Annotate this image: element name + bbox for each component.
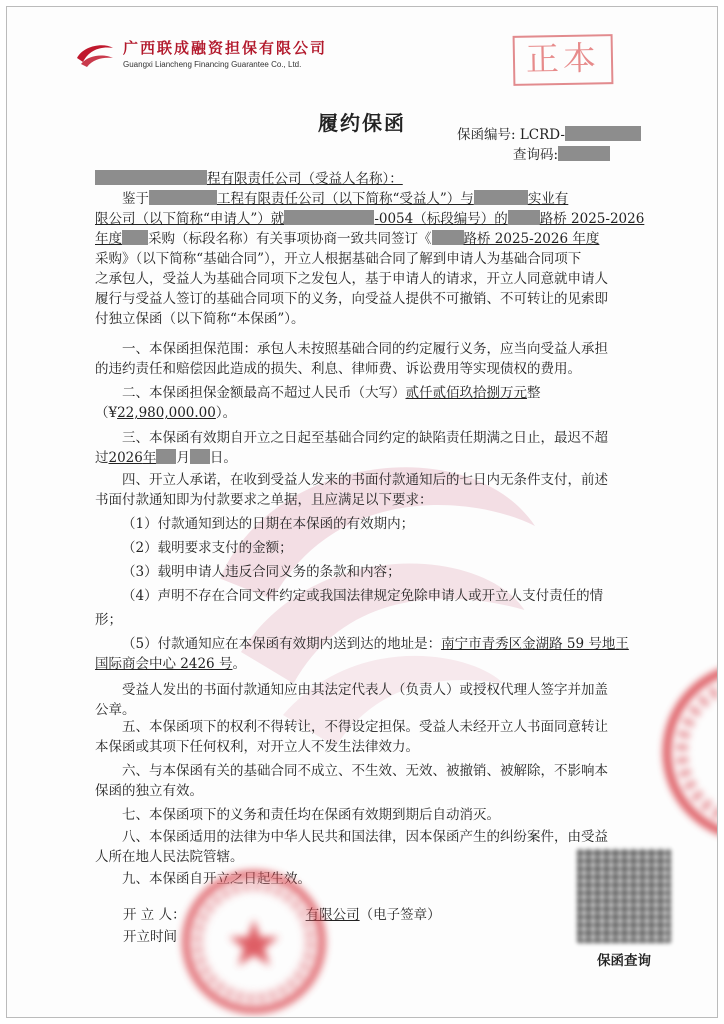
clause-9: 九、本保函自开立之日起生效。 [122,871,311,887]
company-name-en: Guangxi Liancheng Financing Guarantee Co., Ltd. [123,60,302,69]
redaction-block [190,449,210,464]
guarantee-number: 保函编号: LCRD- [457,123,641,143]
query-code: 查询码: [513,143,610,163]
clause-7: 七、本保函项下的义务和责任均在保函有效期到期后自动消灭。 [122,807,500,823]
issuer-name: 有限公司 [305,907,360,923]
clause-4-payment: 四、开立人承诺，在收到受益人发来的书面付款通知后的七日内无条件支付，前述 书面付款通知即为付款要求之单据，且应满足以下要求： （1）付款通知到达的日期在本保函的有效期内； （2）载明要求支付的金额； （3）载明申请人违反合同义务的条款和内容； （4）声明不存在合同文件约定或我国法律规定免除申请人或开立人支付责任的情 形； （5）付款通知应在本保函有效期内送到达的地址是：南宁市青秀区金湖路 59 号地王 国际商会中心 2426 号。 受益人发出的书面付款通知应由其法定代表人（负责人）或授权代理人签字并加盖 公章。 [95,472,629,718]
clause-2-amount: 二、本保函担保金额最高不超过人民币（大写）贰仟贰佰玖拾捌万元整 （¥22,980,000.00）。 [95,385,541,421]
clause-3-validity: 三、本保函有效期自开立之日起至基础合同约定的缺陷责任期满之日止，最迟不超 过2026年 月 日。 [95,430,608,466]
clause-1: 一、本保函担保范围：承包人未按照基础合同的约定履行义务，应当向受益人承担 的违约责任和赔偿因此造成的损失、利息、律师费、诉讼费用等实现债权的费用。 [95,341,608,377]
redaction-block [508,210,540,225]
original-copy-stamp: 正本 [513,34,614,86]
company-logo [73,37,327,69]
redaction-block [432,230,464,245]
redaction-block [284,210,374,225]
partial-seal [657,657,718,847]
issuer-signature: 开 立 人： 有限公司（电子签章） 开立时间 [123,907,441,945]
clause-8: 八、本保函适用的法律为中华人民共和国法律，因本保函产生的纠纷案件，由受益 人所在地人民法院管辖。 [95,829,608,865]
amount-in-figures: 22,980,000.00 [117,405,216,421]
delivery-address: 南宁市青秀区金湖路 59 号地王 [441,636,629,652]
redaction-block [558,146,610,161]
document-title: 履约保函 [318,111,406,135]
clause-5: 五、本保函项下的权利不得转让，不得设定担保。受益人未经开立人书面同意转让 本保函或其项下任何权利，对开立人不发生法律效力。 [95,719,608,755]
redaction-block [122,230,148,245]
redaction-block [565,126,641,141]
logo-swoosh-icon [73,38,117,68]
company-seal [179,867,329,1017]
company-name-cn: 广西联成融资担保有限公司 [123,39,328,57]
preamble-paragraph: 鉴于 工程有限责任公司（以下简称“受益人”）与 实业有 限公司（以下简称“申请人”）就 -0054（标段编号）的 路桥 2025-2026 年度 采购（标段名称）有关事项协商一致共同签订《 路桥 2025-2026 年度 采购》（以下简称“基础合同”），开立人根据基础合同了解到申请人为基础合同项下 之承包人，受益人为基础合同项下之发包人，基于申请人的请求，开立人同意就申请人 履行与受益人签订的基础合同项下的义务，向受益人提供不可撤销、不可转让的见索即 付独立保函（以下简称“本保函”）。 [95,191,645,327]
qr-caption: 保函查询 [597,953,651,969]
amount-in-words: 贰仟贰佰玖拾捌万元 [405,385,527,401]
redaction-block [474,190,528,205]
redaction-block [149,190,217,205]
guarantee-letter-page [6,6,718,1018]
verification-qr-code[interactable] [577,849,671,943]
clause-6: 六、与本保函有关的基础合同不成立、不生效、无效、被撤销、被解除，不影响本 保函的独立有效。 [95,763,608,799]
salutation: 程有限责任公司（受益人名称）： [95,169,651,189]
redaction-block [95,170,207,185]
redaction-block [156,449,176,464]
